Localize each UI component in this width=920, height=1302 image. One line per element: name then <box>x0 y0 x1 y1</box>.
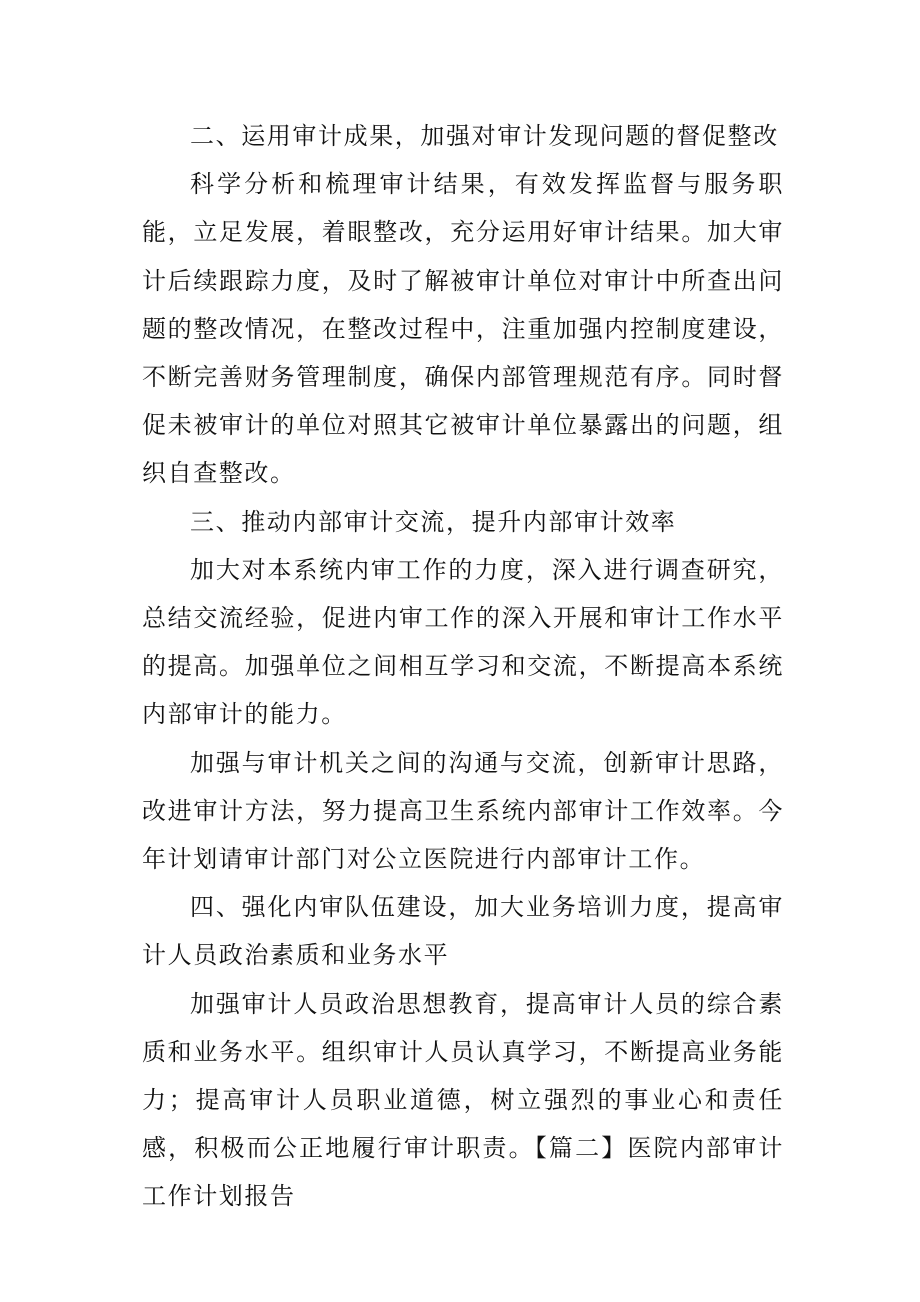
section-heading-3: 三、推动内部审计交流，提升内部审计效率 <box>190 507 677 536</box>
paragraph-audit-communication: 加强与审计机关之间的沟通与交流，创新审计思路，改进审计方法，努力提高卫生系统内部审计工作效率。今年计划请审计部门对公立医院进行内部审计工作。 <box>142 748 784 874</box>
document-body <box>142 112 784 1221</box>
section-heading-2: 二、运用审计成果，加强对审计发现问题的督促整改 <box>190 122 779 150</box>
paragraph-internal-exchange: 加大对本系统内审工作的力度，深入进行调查研究，总结交流经验，促进内审工作的深入开展和审计工作水平的提高。加强单位之间相互学习和交流，不断提高本系统内部审计的能力。 <box>142 555 784 729</box>
section-heading-4: 四、强化内审队伍建设，加大业务培训力度，提高审计人员政治素质和业务水平 <box>142 893 784 970</box>
paragraph-audit-results: 科学分析和梳理审计结果，有效发挥监督与服务职能，立足发展，着眼整改，充分运用好审计结果。加大审计后续跟踪力度，及时了解被审计单位对审计中所查出问题的整改情况，在整改过程中，注重加强内控制度建设，不断完善财务管理制度，确保内部管理规范有序。同时督促未被审计的单位对照其它被审计单位暴露出的问题，组织自查整改。 <box>142 170 784 488</box>
paragraph-team-training: 加强审计人员政治思想教育，提高审计人员的综合素质和业务水平。组织审计人员认真学习，不断提高业务能力；提高审计人员职业道德，树立强烈的事业心和责任感，积极而公正地履行审计职责。【篇二】医院内部审计工作计划报告 <box>142 989 784 1211</box>
